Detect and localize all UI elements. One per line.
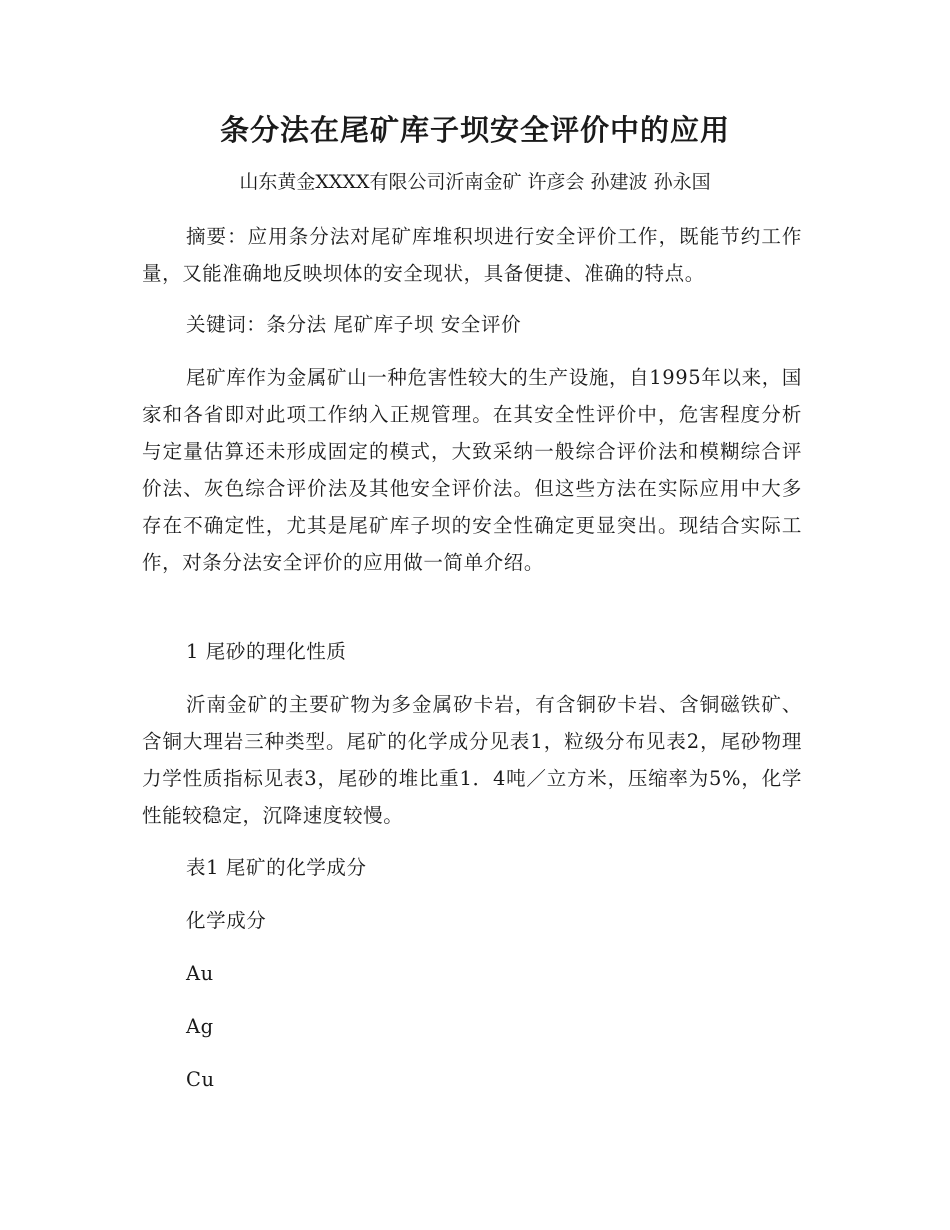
section-1-heading: 1 尾砂的理化性质 (186, 640, 347, 663)
section-1-paragraph: 沂南金矿的主要矿物为多金属矽卡岩，有含铜矽卡岩、含铜磁铁矿、含铜大理岩三种类型。尾矿的化学成分见表1，粒级分布见表2，尾砂物理力学性质指标见表3，尾砂的堆比重1．4吨／立方米，压缩率为5%，化学性能较稳定，沉降速度较慢。 (142, 693, 802, 827)
keywords-line: 关键词：条分法 尾矿库子坝 安全评价 (186, 313, 522, 336)
table-1-header-cell: 化学成分 (186, 909, 267, 932)
table-1-caption: 表1 尾矿的化学成分 (186, 856, 367, 879)
table-1-row-ag: Ag (186, 1015, 214, 1038)
table-1-row-au: Au (186, 962, 214, 985)
abstract-paragraph: 摘要：应用条分法对尾矿库堆积坝进行安全评价工作，既能节约工作量，又能准确地反映坝体的安全现状，具备便捷、准确的特点。 (142, 225, 802, 285)
author-line: 山东黄金XXXX有限公司沂南金矿 许彦会 孙建波 孙永国 (239, 171, 711, 193)
document-title: 条分法在尾矿库子坝安全评价中的应用 (219, 113, 730, 147)
intro-paragraph: 尾矿库作为金属矿山一种危害性较大的生产设施，自1995年以来，国家和各省即对此项工作纳入正规管理。在其安全性评价中，危害程度分析与定量估算还未形成固定的模式，大致采纳一般综合评价法和模糊综合评价法、灰色综合评价法及其他安全评价法。但这些方法在实际应用中大多存在不确定性，尤其是尾矿库子坝的安全性确定更显突出。现结合实际工作，对条分法安全评价的应用做一简单介绍。 (142, 366, 802, 574)
table-1-row-cu: Cu (186, 1068, 215, 1091)
